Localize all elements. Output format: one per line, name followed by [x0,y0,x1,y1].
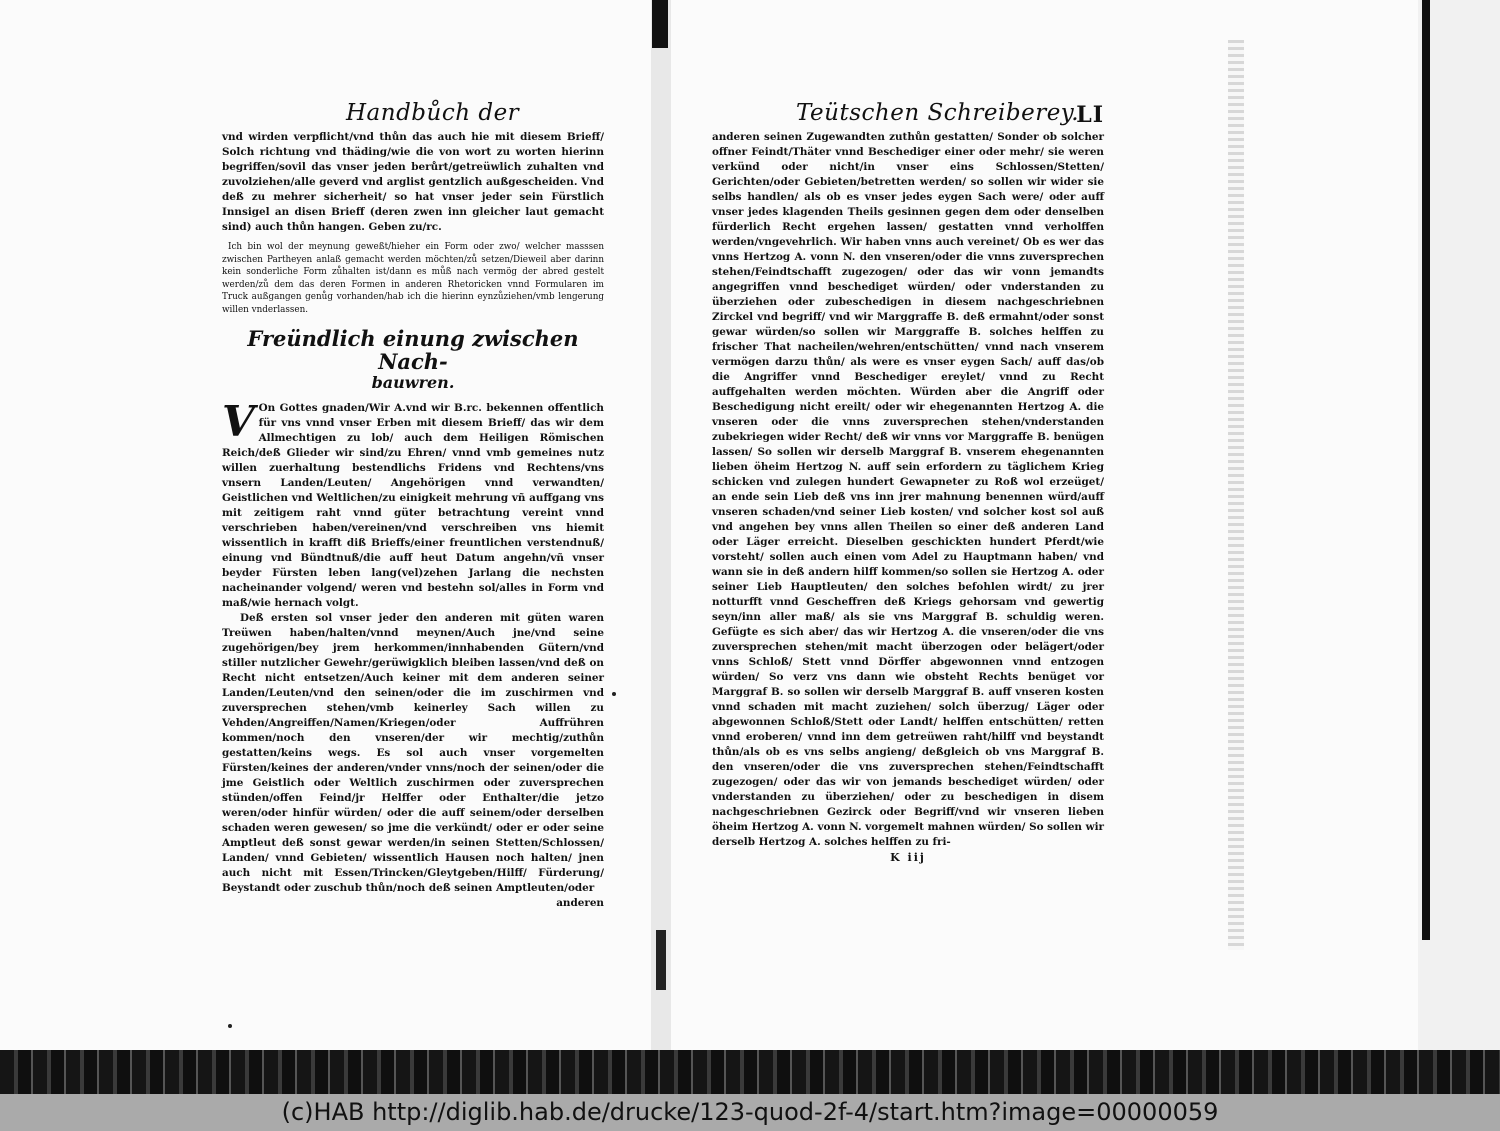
left-page-text [222,130,604,911]
scan-right-shadow [1422,0,1430,940]
catchword: anderen [556,896,604,909]
attribution-bar [0,1094,1500,1131]
folio-number: LI [1076,102,1104,128]
scan-bottom-border [0,1050,1500,1094]
page-edge-strip [1228,40,1244,950]
ink-speck [228,1024,232,1028]
right-page-header [712,96,1104,130]
running-title: Teütschen Schreiberey. [796,100,1080,126]
paragraph-one [222,396,604,611]
signature-mark: K iij [890,851,926,864]
ink-speck [612,692,616,696]
attribution-text: (c)HAB http://diglib.hab.de/drucke/123-quod-2f-4/start.htm?image=00000059 [281,1098,1219,1126]
drop-capital: V [222,396,255,446]
right-paragraph: anderen seinen Zugewandten zuthůn gestatten/ Sonder ob solcher offner Feindt/Thäter vnnd Beschediger einer oder mehr/ sie weren verkünd oder nicht/in vnser eins Schlossen/Stetten/ Gerichten/oder Gebieten/betretten werden/ so sollen wir wider sie selbs handlen/ als ob es vnser jedes eygen Sach were/ oder auff vnser jedes klagenden Theils gesinnen gegen dem oder denselben fürderlich Recht ergehen lassen/ gestatten vnnd verholffen werden/vngevehrlich. Wir haben vnns auch vereinet/ Ob es wer das vnns Hertzog A. vonn N. den vnseren/oder die vnns zuversprechen stehen/Feindtschafft zugezogen/ oder das wir vonn jemandts angegriffen vnnd beschediget würden/ oder vnderstanden zu überziehen oder zubeschedigen in diesem nachgeschriebnen Zirckel vnd begriff/ vnd wir Marggraffe B. deß ermahnt/oder sonst gewar würden/so sollen wir Marggraffe B. solches helffen zu frischer That nacheilen/wehren/entschütten/ vnnd nach vnserem vermögen darzu thůn/ als were es vnser eygen Sach/ auff das/ob die Angriffer vnnd Beschediger ereylet/ vnnd zu Recht auffgehalten werden möchten. Würden aber die Angriff oder Beschedigung nicht ereilt/ oder wir ehegenannten Hertzog A. die vnseren oder die vnns zuversprechen stehen/vnderstanden zubekriegen wider Recht/ deß wir vnns vor Marggraffe B. benügen lassen/ So sollen wir derselb Marggraf B. vnserem ehegenannten lieben öheim Hertzog N. auff sein erfordern zu täglichem Krieg schicken vnd zulegen hundert Gewapneter zu Roß wol erzeüget/ an ende sein Lieb deß vns inn jrer mahnung benennen würd/auff vnseren schaden/vnd seiner Lieb kosten/ vnd solcher kost sol auß vnd angehen bey vnns allen Theilen so einer deß anderen Land oder Läger erreicht. Dieselben geschickten hundert Pferdt/wie vorsteht/ sollen auch einen vom Adel zu Hauptmann haben/ vnd wann sie in deß andern hilff kommen/so sollen sie Hertzog A. oder seiner Lieb Hauptleuten/ den solches befohlen wirdt/ zu jrer notturfft vnnd Gescheffren deß Kriegs gehorsam vnd gewertig seyn/inn aller maß/ als sie vns Marggraf B. schuldig weren. Gefügte es sich aber/ das wir Hertzog A. die vnseren/oder die vns zuversprechen stehen/mit macht überzogen oder belägert/oder vnns Schloß/ Stett vnnd Dörffer abgewonnen vnnd entzogen würden/ So verz vns dann wie obsteht Rechts benüget vor Marggraf B. so sollen wir derselb Marggraf B. auff vnseren kosten vnnd schaden mit macht zuziehen/ solch überzug/ Läger oder abgewonnen Schloß/Stett oder Landt/ helffen entschütten/ retten vnnd eroberen/ vnnd inn dem getreüwen raht/hilff vnd beystandt thůn/als ob es vns selbs angieng/ deßgleich ob vns Marggraf B. den vnseren/oder die vns zuversprechen stehen/Feindtschafft zugezogen/ oder das wir von jemands beschediget würden/ oder vnderstanden zu überziehen/ oder zu beschedigen in disem nachgeschriebnen Gezirck oder Begriff/vnd wir vnseren lieben öheim Hertzog A. vonn N. vorgemelt mahnen würden/ So sollen wir derselb Hertzog A. solches helffen zu fri- [712,131,1104,848]
paragraph-two: Deß ersten sol vnser jeder den anderen mit güten waren Treüwen haben/halten/vnnd meynen/Auch jne/vnd seine zugehörigen/bey jrem herkommen/innhabenden Gütern/vnd stiller nutzlicher Gewehr/gerüwigklich bleiben lassen/vnd deß on Recht nicht entsetzen/Auch keiner mit dem anderen seiner Landen/Leuten/vnd den seinen/oder die im zuschirmen vnd zuversprechen stehen/vmb keinerley Sach willen zu Vehden/Angreiffen/Namen/Kriegen/oder Auffrühren kommen/noch den vnseren/der wir mechtig/zuthůn gestatten/keins wegs. Es sol auch vnser vorgemelten Fürsten/keines der anderen/vnder vnns/noch der seinen/oder die jme Geistlich oder Weltlich zuschirmen oder zuversprechen stünden/offen Feind/jr Helffer oder Enthalter/die jetzo weren/oder hinfür würden/ oder die auff seinem/oder derselben schaden weren gewesen/ so jme die verkündt/ oder er oder seine Amptleut deß sonst gewar werden/in seinen Stetten/Schlossen/ Landen/ vnnd Gebieten/ wissentlich Hausen noch halten/ jnen auch nicht mit Essen/Trincken/Gleytgeben/Hilff/ Fürderung/ Beystandt oder zuschub thůn/noch deß seinen Amptleuten/oder [222,611,604,894]
scan-right-margin [1418,0,1500,1094]
gutter-shadow-bottom [656,930,666,990]
left-page [222,96,604,911]
right-page-text [712,130,1104,865]
right-page [712,96,1104,865]
running-title: Handbůch der [346,100,520,126]
editor-note: Ich bin wol der meynung geweßt/hieher ein Form oder zwo/ welcher masssen zwischen Partheyen anlaß gemacht werden möchten/zů setzen/Dieweil aber darinn kein sonderliche Form zůhalten ist/dann es můß nach vermög der abred gestelt werden/zů dem das deren Formen in anderen Rhetoricken vnnd Formularen im Truck außgangen genůg vorhanden/hab ich die hierinn eynzůziehen/vmb lengerung willen vnderlassen. [222,242,604,315]
gutter-shadow-top [652,0,668,48]
intro-paragraph: vnd wirden verpflicht/vnd thůn das auch hie mit diesem Brieff/ Solch richtung vnd thäding/wie die von wort zu worten hierinn begriffen/sovil das vnser jeden berůrt/getreüwlich zuhalten vnd zuvolziehen/alle geverd vnd arglist gentzlich außgescheiden. Vnd deß zu mehrer sicherheit/ so hat vnser jeder sein Fürstlich Innsigel an disen Brieff (deren zwen inn gleicher laut gemacht sind) auch thůn hangen. Geben zu/rc. [222,131,604,233]
section-title-continuation: bauwren. [371,372,455,392]
paragraph-one-text: On Gottes gnaden/Wir A.vnd wir B.rc. bekennen offentlich für vns vnnd vnser Erben mit diesem Brieff/ das wir dem Allmechtigen zu lob/ auch dem Heiligen Römischen Reich/deß Glieder wir sind/zu Ehren/ vnnd vmb gemeines nutz willen zuerhaltung bestendlichs Fridens vnd Rechtens/vns vnsern Landen/Leuten/ Angehörigen vnnd verwandten/ Geistlichen vnd Weltlichen/zu einigkeit mehrung vñ auffgang vns mit zeitigem raht vnnd güter betrachtung vereint vnnd verschrieben haben/vereinen/vnd verschreiben vns hiemit wissentlich in krafft diß Brieffs/einer freuntlichen verstendnuß/ einung vnd Bündtnuß/die auff heut Datum angehn/vñ vnser beyder Fürsten leben lang(vel)zehen Jarlang die nechsten nacheinander volgend/ weren vnd bestehn sol/alles in Form vnd maß/wie hernach volgt. [222,401,604,609]
section-title: Freündlich einung zwischen Nach- [247,325,579,374]
left-page-header [222,96,604,130]
